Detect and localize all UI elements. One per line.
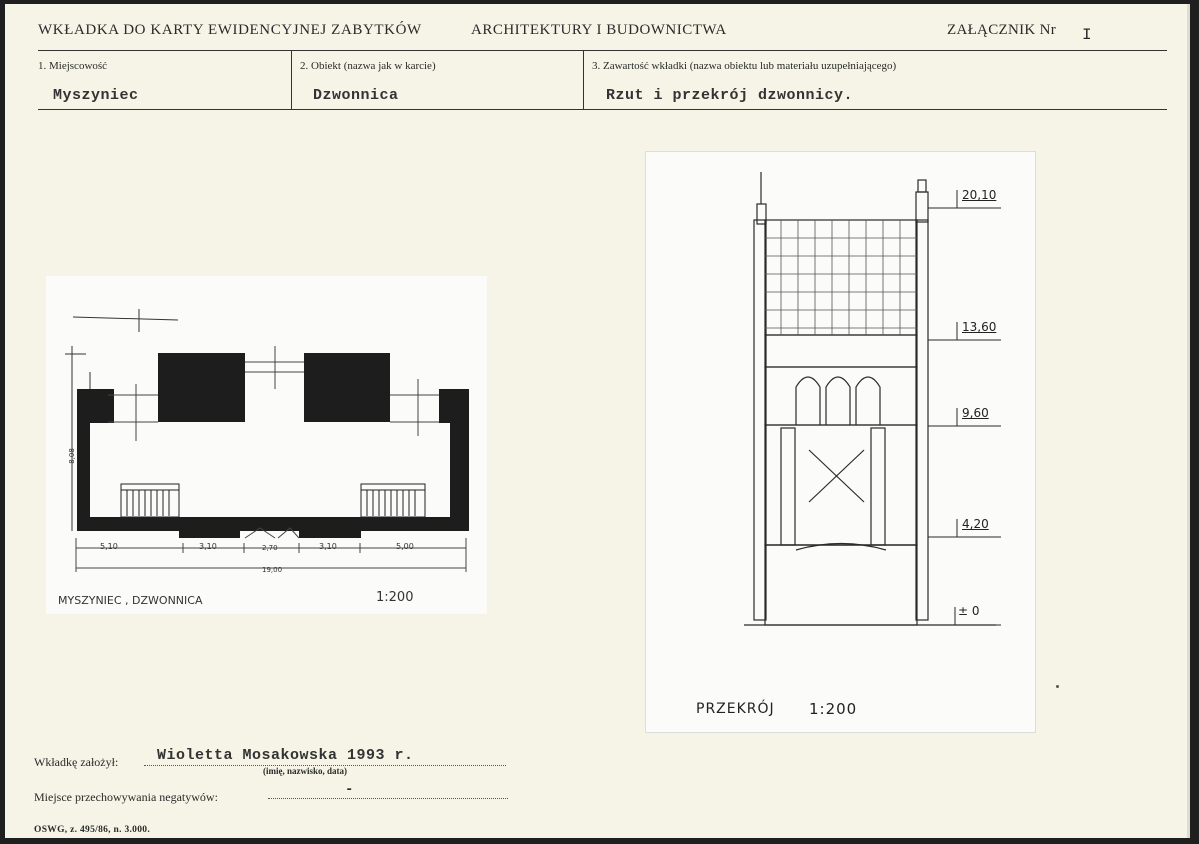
negatives-line bbox=[268, 798, 508, 799]
section-scale: 1:200 bbox=[809, 700, 858, 718]
created-by-label: Wkładkę założył: bbox=[34, 755, 119, 769]
created-by-hint: (imię, nazwisko, data) bbox=[263, 766, 347, 776]
negatives-label: Miejsce przechowywania negatywów: bbox=[34, 790, 218, 804]
fields-rule bbox=[38, 109, 1167, 110]
section-photo bbox=[645, 151, 1036, 733]
section-drawing bbox=[646, 152, 1035, 732]
plan-dim-4: 3,10 bbox=[319, 542, 337, 551]
plan-caption: MYSZYNIEC , DZWONNICA bbox=[58, 594, 203, 607]
object-label: 2. Obiekt (nazwa jak w karcie) bbox=[300, 60, 436, 72]
plan-side-dim: 8,08 bbox=[67, 448, 76, 464]
plan-total-dim: 19,00 bbox=[262, 566, 283, 574]
level-20-10: 20,10 bbox=[962, 188, 997, 202]
plan-dim-3: 2,70 bbox=[262, 544, 278, 552]
field-divider-2 bbox=[583, 51, 584, 109]
locality-value: Myszyniec bbox=[53, 87, 139, 104]
plan-drawing bbox=[46, 276, 487, 614]
speck bbox=[1056, 685, 1059, 688]
record-card bbox=[5, 4, 1190, 838]
created-by-value: Wioletta Mosakowska 1993 r. bbox=[157, 747, 414, 764]
field-divider-1 bbox=[291, 51, 292, 109]
section-caption: PRZEKRÓJ bbox=[696, 701, 775, 717]
contents-value: Rzut i przekrój dzwonnicy. bbox=[606, 87, 854, 104]
level-zero: ± 0 bbox=[958, 604, 980, 618]
plan-dim-1: 5,10 bbox=[100, 542, 118, 551]
negatives-value: - bbox=[345, 782, 354, 798]
card-subtitle: ARCHITEKTURY I BUDOWNICTWA bbox=[471, 22, 727, 38]
locality-label: 1. Miejscowość bbox=[38, 60, 108, 72]
level-9-60: 9,60 bbox=[962, 406, 989, 420]
plan-dim-5: 5,00 bbox=[396, 542, 414, 551]
header-rule bbox=[38, 50, 1167, 51]
object-value: Dzwonnica bbox=[313, 87, 399, 104]
print-code: OSWG, z. 495/86, n. 3.000. bbox=[34, 825, 151, 835]
card-title: WKŁADKA DO KARTY EWIDENCYJNEJ ZABYTKÓW bbox=[38, 22, 422, 38]
annex-number: I bbox=[1082, 26, 1092, 44]
plan-dim-2: 3,10 bbox=[199, 542, 217, 551]
plan-scale: 1:200 bbox=[376, 590, 414, 605]
level-4-20: 4,20 bbox=[962, 517, 989, 531]
plan-photo bbox=[46, 276, 487, 614]
level-13-60: 13,60 bbox=[962, 320, 997, 334]
contents-label: 3. Zawartość wkładki (nazwa obiektu lub materiału uzupełniającego) bbox=[592, 60, 897, 72]
annex-label: ZAŁĄCZNIK Nr bbox=[947, 22, 1056, 38]
